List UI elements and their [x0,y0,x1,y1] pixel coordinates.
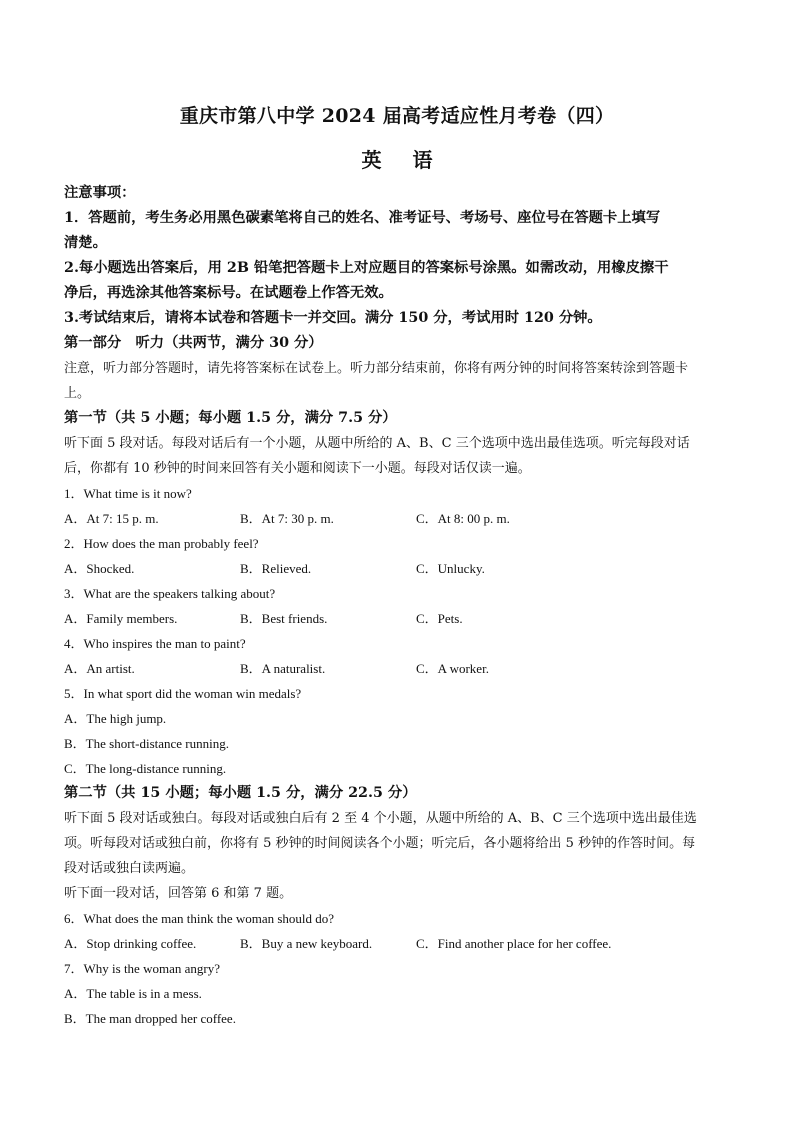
exam-title: 重庆市第八中学 2024 届高考适应性月考卷（四） [179,105,615,127]
question-1: 1．What time is it now? [64,486,192,501]
option-b: B．A naturalist. [240,661,326,676]
question-2: 2．How does the man probably feel? [64,536,259,551]
question-7-option-a: A．The table is in a mess. [64,986,202,1001]
option-b: B．Relieved. [240,561,312,576]
question-3-options [64,606,734,631]
question-3: 3．What are the speakers talking about? [64,586,276,601]
notice-heading: 注意事项： [64,185,136,201]
question-5-option-b: B．The short-distance running. [64,736,229,751]
section1-instructions-cont: 后，你都有 10 秒钟的时间来回答有关小题和阅读下一小题。每段对话仅读一遍。 [64,461,531,476]
subject-title: 英 语 [361,148,445,172]
option-a: A．At 7: 15 p. m. [64,511,159,526]
question-4: 4．Who inspires the man to paint? [64,636,246,651]
section1-instructions: 听下面 5 段对话。每段对话后有一个小题，从题中所给的 A、B、C 三个选项中选出最佳选项。听完每段对话 [64,436,690,451]
notice-item-1-cont: 清楚。 [64,235,107,251]
section2-instructions: 听下面 5 段对话或独白。每段对话或独白后有 2 至 4 个小题，从题中所给的 A、B、C 三个选项中选出最佳选 [64,811,697,826]
question-7-option-b: B．The man dropped her coffee. [64,1011,236,1026]
question-1-options [64,506,734,531]
question-6: 6．What does the man think the woman should do? [64,911,335,926]
part1-note: 注意，听力部分答题时，请先将答案标在试卷上。听力部分结束前，你将有两分钟的时间将答案转涂到答题卡 [64,361,689,376]
question-5-option-c: C．The long-distance running. [64,761,227,776]
option-c: C．A worker. [416,661,489,676]
question-5: 5．In what sport did the woman win medals? [64,686,302,701]
question-6-options [64,931,734,956]
question-2-options [64,556,734,581]
part1-note-cont: 上。 [64,386,91,401]
notice-item-2: 2.每小题选出答案后，用 2B 铅笔把答题卡上对应题目的答案标号涂黑。如需改动，用橡皮擦干 [64,260,669,276]
section1-heading: 第一节（共 5 小题；每小题 1.5 分，满分 7.5 分） [64,410,397,426]
exam-content [64,181,734,1031]
question-4-options [64,656,734,681]
question-7: 7．Why is the woman angry? [64,961,220,976]
option-b: B．Best friends. [240,611,328,626]
dialogue-lead: 听下面一段对话，回答第 6 和第 7 题。 [64,886,293,901]
part1-heading: 第一部分 听力（共两节，满分 30 分） [64,335,323,351]
option-c: C．Find another place for her coffee. [416,936,612,951]
notice-item-1: 1．答题前，考生务必用黑色碳素笔将自己的姓名、准考证号、考场号、座位号在答题卡上填写 [64,210,661,226]
option-a: A．An artist. [64,661,135,676]
option-b: B．At 7: 30 p. m. [240,511,334,526]
section2-instructions-cont2: 段对话或独白读两遍。 [64,861,195,876]
question-5-option-a: A．The high jump. [64,711,167,726]
option-c: C．Unlucky. [416,561,485,576]
option-c: C．Pets. [416,611,463,626]
notice-item-2-cont: 净后，再选涂其他答案标号。在试题卷上作答无效。 [64,285,393,301]
option-a: A．Stop drinking coffee. [64,936,197,951]
option-a: A．Family members. [64,611,178,626]
section2-instructions-cont: 项。听每段对话或独白前，你将有 5 秒钟的时间阅读各个小题；听完后，各小题将给出 5 秒钟的作答时间。每 [64,836,696,851]
option-c: C．At 8: 00 p. m. [416,511,510,526]
option-b: B．Buy a new keyboard. [240,936,373,951]
option-a: A．Shocked. [64,561,135,576]
section2-heading: 第二节（共 15 小题；每小题 1.5 分，满分 22.5 分） [64,785,417,801]
notice-item-3: 3.考试结束后，请将本试卷和答题卡一并交回。满分 150 分，考试用时 120 分钟。 [64,310,602,326]
